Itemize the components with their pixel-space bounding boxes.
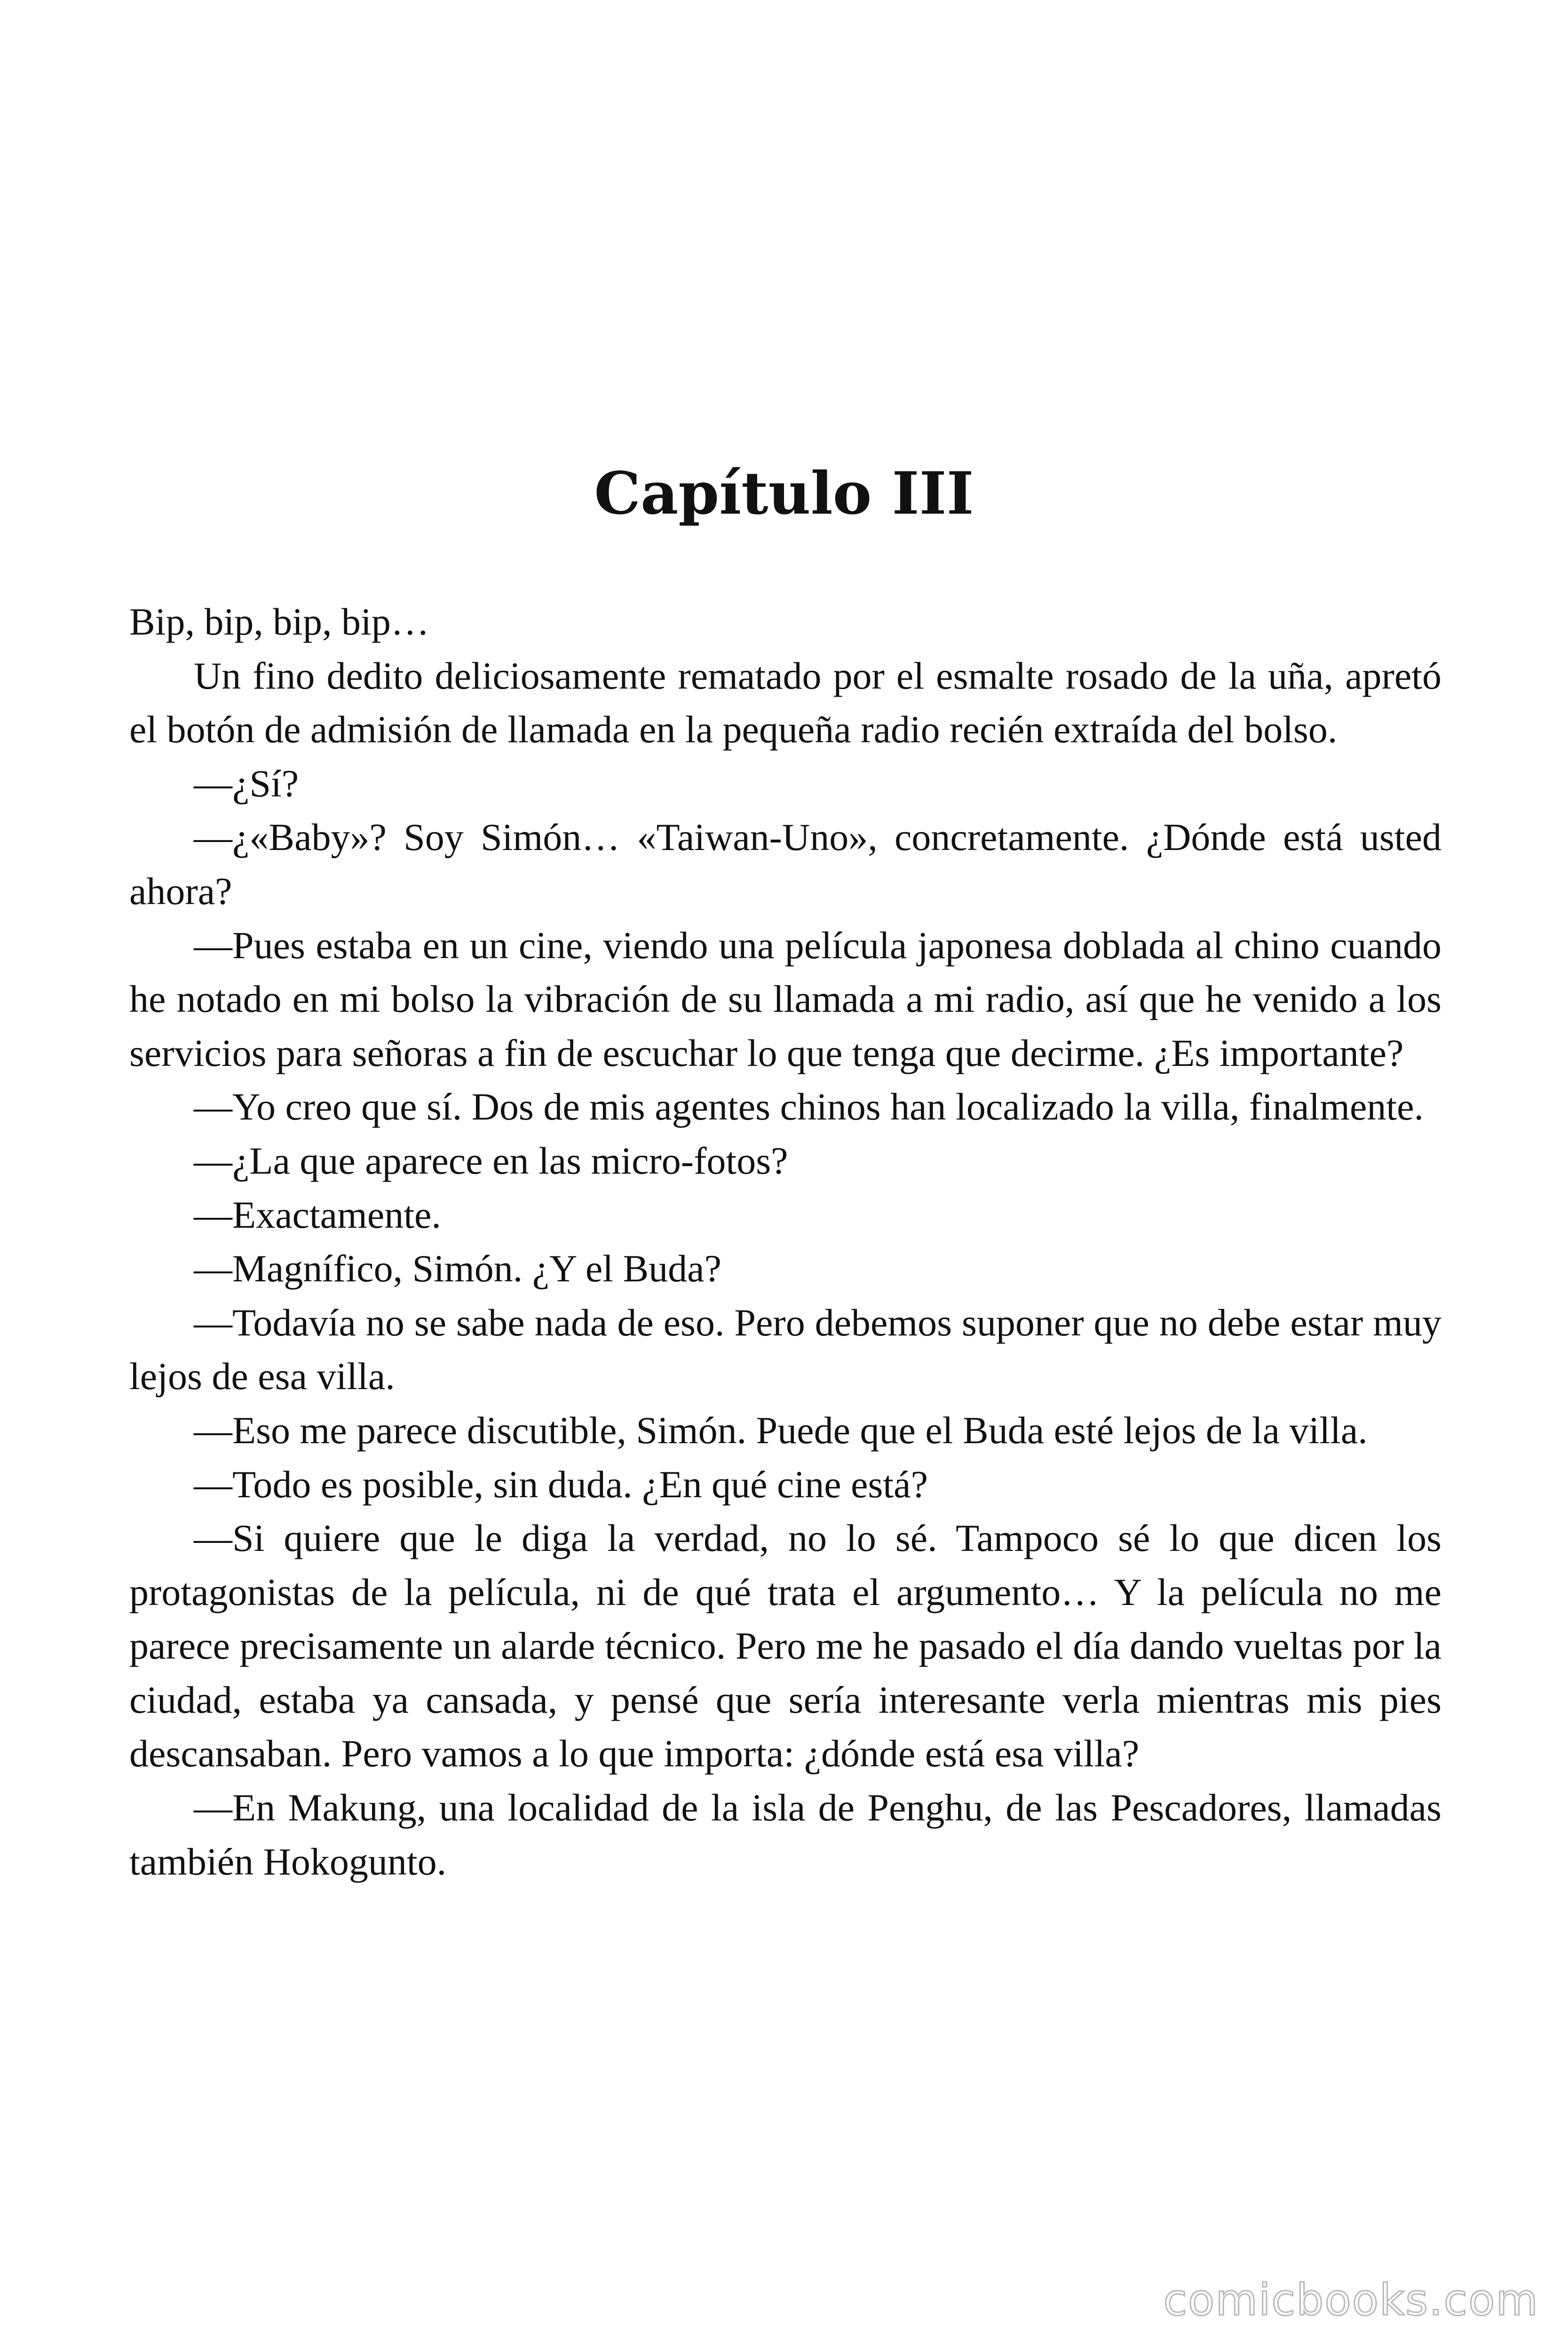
paragraph: Un fino dedito deliciosamente rematado por el esmalte rosado de la uña, apretó el botón de admisión de llamada en la pequeña radio recién extraída del bolso. bbox=[129, 654, 1441, 751]
paragraph: —¿Sí? bbox=[194, 762, 299, 805]
chapter-body bbox=[129, 595, 1441, 1889]
paragraph: —Magnífico, Simón. ¿Y el Buda? bbox=[194, 1247, 721, 1290]
paragraph: —Si quiere que le diga la verdad, no lo sé. Tampoco sé lo que dicen los protagonistas de la película, ni de qué trata el argumento… Y la película no me parece precisamente un alarde técnico. Pero me he pasado el día dando vueltas por la ciudad, estaba ya cansada, y pensé que sería interesante verla mientras mis pies descansaban. Pero vamos a lo que importa: ¿dónde está esa villa? bbox=[129, 1517, 1441, 1775]
watermark: comicbooks.com bbox=[1163, 2275, 1539, 2325]
paragraph: —Todo es posible, sin duda. ¿En qué cine está? bbox=[194, 1462, 928, 1506]
paragraph: —En Makung, una localidad de la isla de Penghu, de las Pescadores, llamadas también Hokogunto. bbox=[129, 1786, 1441, 1883]
paragraph: —Pues estaba en un cine, viendo una película japonesa doblada al chino cuando he notado en mi bolso la vibración de su llamada a mi radio, así que he venido a los servicios para señoras a fin de escuchar lo que tenga que decirme. ¿Es importante? bbox=[129, 923, 1441, 1074]
paragraph: —Yo creo que sí. Dos de mis agentes chinos han localizado la villa, finalmente. bbox=[194, 1085, 1424, 1128]
paragraph: —Exactamente. bbox=[194, 1193, 441, 1236]
paragraph: —Eso me parece discutible, Simón. Puede que el Buda esté lejos de la villa. bbox=[194, 1408, 1368, 1452]
paragraph: —¿La que aparece en las micro-fotos? bbox=[194, 1139, 788, 1182]
paragraph: Bip, bip, bip, bip… bbox=[129, 600, 429, 643]
paragraph: —¿«Baby»? Soy Simón… «Taiwan-Uno», concretamente. ¿Dónde está usted ahora? bbox=[129, 816, 1441, 913]
paragraph: —Todavía no se sabe nada de eso. Pero debemos suponer que no debe estar muy lejos de esa villa. bbox=[129, 1301, 1441, 1398]
chapter-title: Capítulo III bbox=[594, 460, 974, 528]
